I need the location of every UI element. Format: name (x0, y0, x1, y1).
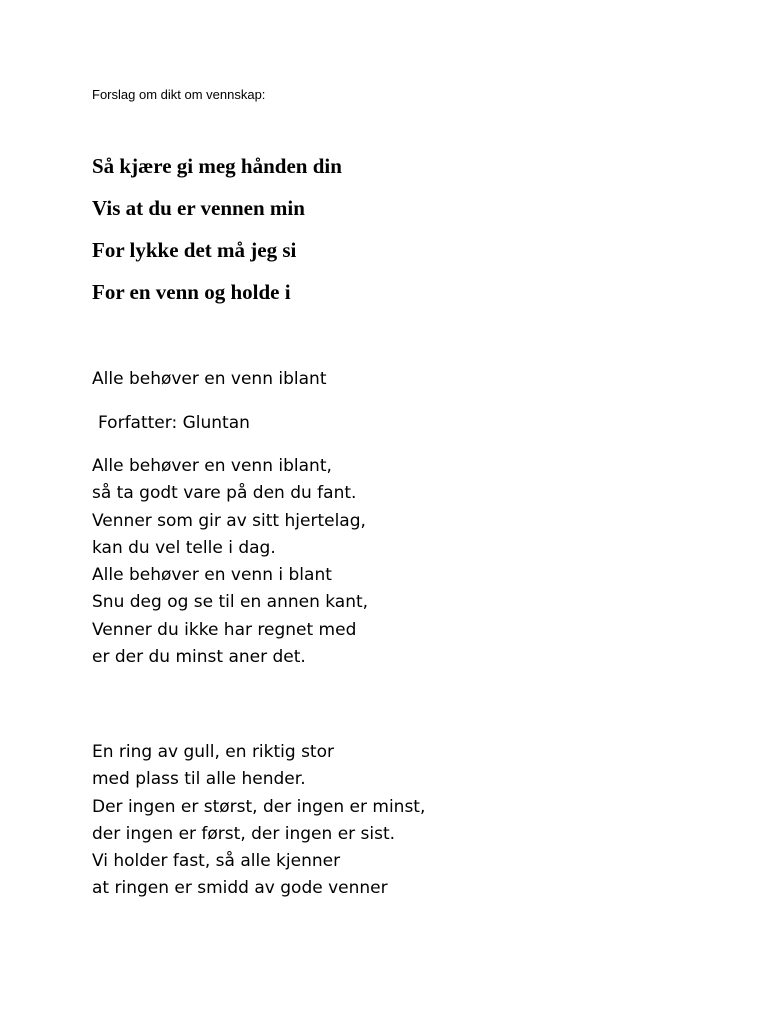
verse-line: er der du minst aner det. (92, 647, 306, 668)
poem-line: For en venn og holde i (92, 280, 291, 304)
song-author: Forfatter: Gluntan (98, 413, 250, 433)
verse-line: Der ingen er størst, der ingen er minst, (92, 796, 426, 817)
intro-text: Forslag om dikt om vennskap: (92, 87, 266, 102)
poem-line: For lykke det må jeg si (92, 238, 297, 262)
song-verse-2 (92, 739, 425, 903)
verse-line: der ingen er først, der ingen er sist. (92, 823, 396, 844)
verse-line: Alle behøver en venn i blant (92, 565, 332, 586)
verse-line: Venner du ikke har regnet med (92, 619, 357, 640)
verse-line: En ring av gull, en riktig stor (92, 742, 334, 762)
bold-poem (92, 151, 342, 319)
verse-line: så ta godt vare på den du fant. (92, 483, 357, 504)
poem-line: Så kjære gi meg hånden din (92, 154, 342, 178)
verse-line: kan du vel telle i dag. (92, 537, 276, 558)
verse-line: Vi holder fast, så alle kjenner (92, 851, 341, 872)
verse-line: Snu deg og se til en annen kant, (92, 592, 369, 613)
poem-line: Vis at du er vennen min (92, 196, 305, 220)
verse-line: med plass til alle hender. (92, 769, 306, 790)
verse-line: Alle behøver en venn iblant, (92, 456, 332, 476)
song-verse-1 (92, 453, 368, 671)
verse-line: at ringen er smidd av gode venner (92, 878, 388, 899)
verse-line: Venner som gir av sitt hjertelag, (92, 510, 366, 531)
song-title: Alle behøver en venn iblant (92, 369, 327, 389)
